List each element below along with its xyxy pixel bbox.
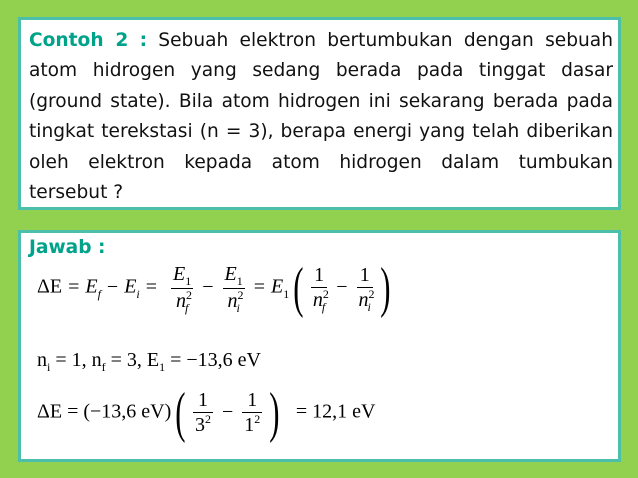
question-label: Contoh 2: [29, 30, 129, 51]
fraction-1-over-1sq: $\frac{1}{1^2}$: [244, 388, 261, 436]
fraction-e1-over-nf2: $\frac{E_1}{n^2_f}$: [173, 262, 192, 315]
question-separator: :: [139, 30, 148, 51]
fraction-1-over-nf2: $\frac{1}{n^2_f}$: [312, 263, 329, 314]
question-card: [18, 17, 621, 210]
fraction-e1-over-ni2: $\frac{E_1}{n^2_i}$: [224, 262, 244, 315]
given-values: $n_i = 1$, $n_f = 3$, $E_1 = -13,6$ eV: [37, 349, 262, 374]
question-text: [29, 26, 613, 208]
answer-card: [18, 230, 621, 462]
question-body: Sebuah elektron bertumbukan dengan sebuah atom hidrogen yang sedang berada pada tinggat dasar (ground state). Bila atom hidrogen ini sekarang berada pada tingkat terekstasi (n = 3), berapa energi yang telah diberikan oleh elektron kepada atom hidrogen dalam tumbukan tersebut ?: [29, 30, 613, 204]
fraction-1-over-ni2: $\frac{1}{n^2_i}$: [358, 263, 375, 314]
answer-label: Jawab :: [29, 237, 106, 258]
fraction-1-over-3sq: $\frac{1}{3^2}$: [194, 388, 211, 436]
energy-calculation: ΔE = (−13,6 eV)( $\frac{1}{3^2}$ − $\frac{1}{1^2}$ ) = 12,1 eV: [37, 382, 376, 444]
energy-difference-formula: $\Delta E = E_f - E_i$ = $\frac{E_1}{n^2_f}$ − $\frac{E_1}{n^2_i}$ = $E_1$( $\frac{1}{n^2_f}$ − $\frac{1}{n^2_i}$ ): [37, 257, 391, 319]
